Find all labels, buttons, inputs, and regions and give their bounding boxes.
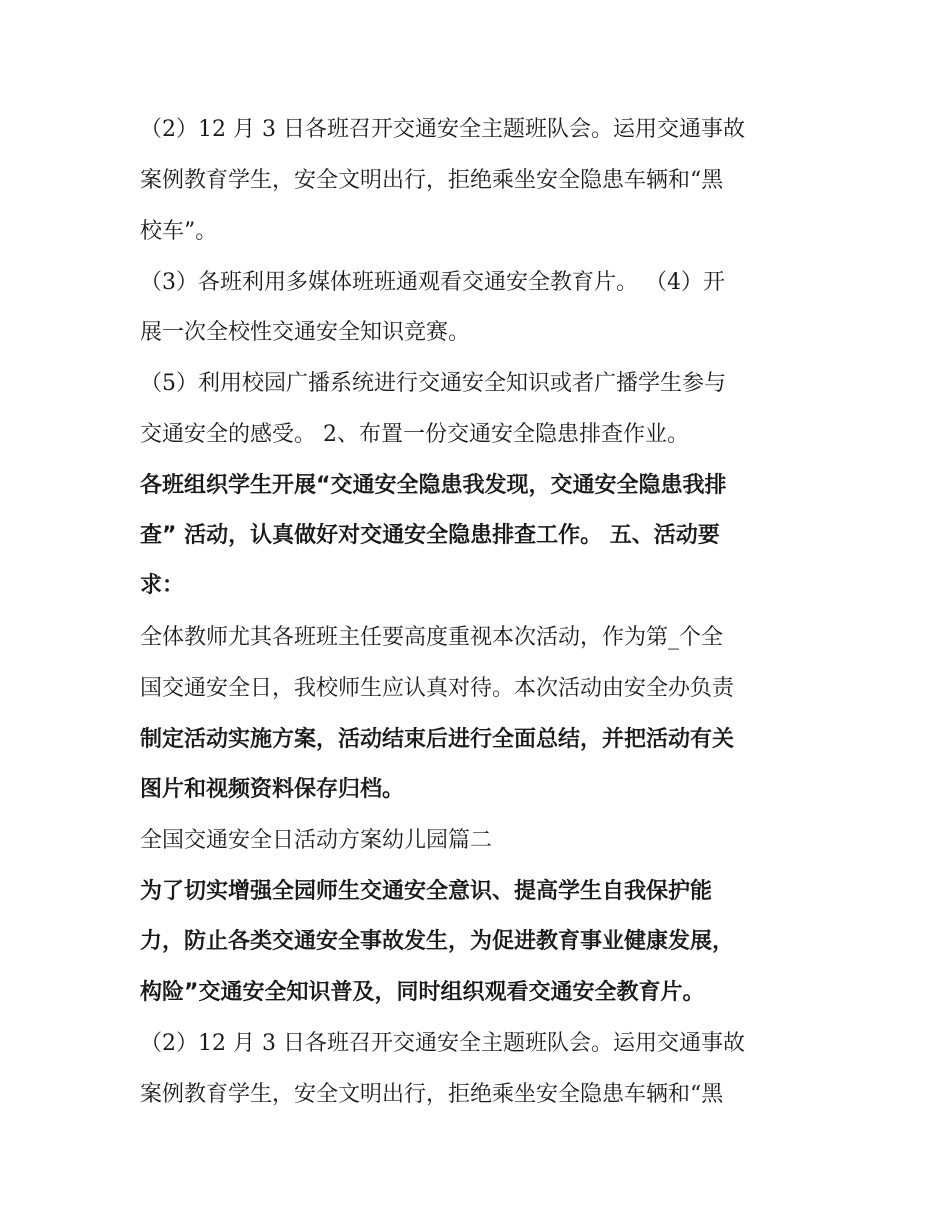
text-line: 各班组织学生开展“交通安全隐患我发现，交通安全隐患我排	[140, 473, 727, 498]
text-line: 全体教师尤其各班班主任要高度重视本次活动，作为第_个全	[140, 625, 724, 650]
text-line: 构险”交通安全知识普及，同时组织观看交通安全教育片。	[140, 980, 705, 1005]
text-line: 查” 活动，认真做好对交通安全隐患排查工作。 五、活动要	[140, 523, 720, 548]
section-heading: 全国交通安全日活动方案幼儿园篇二	[140, 828, 493, 853]
text-line: 求：	[140, 573, 185, 598]
text-line: 国交通安全日，我校师生应认真对待。本次活动由安全办负责	[140, 676, 735, 701]
text-line: 展一次全校性交通安全知识竞赛。	[140, 320, 471, 345]
text-line: 交通安全的感受。 2、布置一份交通安全隐患排查作业。	[140, 422, 689, 447]
text-line: 案例教育学生，安全文明出行，拒绝乘坐安全隐患车辆和“黑	[140, 1082, 724, 1107]
text-line: 校车”。	[140, 219, 218, 244]
text-line: （2）12 月 3 日各班召开交通安全主题班队会。运用交通事故	[140, 1031, 745, 1056]
text-line: 图片和视频资料保存归档。	[140, 777, 405, 802]
text-line: （3）各班利用多媒体班班通观看交通安全教育片。 （4）开	[140, 270, 725, 295]
text-line: 制定活动实施方案，活动结束后进行全面总结，并把活动有关	[140, 727, 735, 752]
text-line: 案例教育学生，安全文明出行，拒绝乘坐安全隐患车辆和“黑	[140, 168, 724, 193]
text-line: （2）12 月 3 日各班召开交通安全主题班队会。运用交通事故	[140, 117, 745, 142]
text-line: 力，防止各类交通安全事故发生，为促进教育事业健康发展，	[140, 929, 735, 954]
text-line: 为了切实增强全园师生交通安全意识、提高学生自我保护能	[140, 879, 713, 904]
text-line: （5）利用校园广播系统进行交通安全知识或者广播学生参与	[140, 371, 726, 396]
